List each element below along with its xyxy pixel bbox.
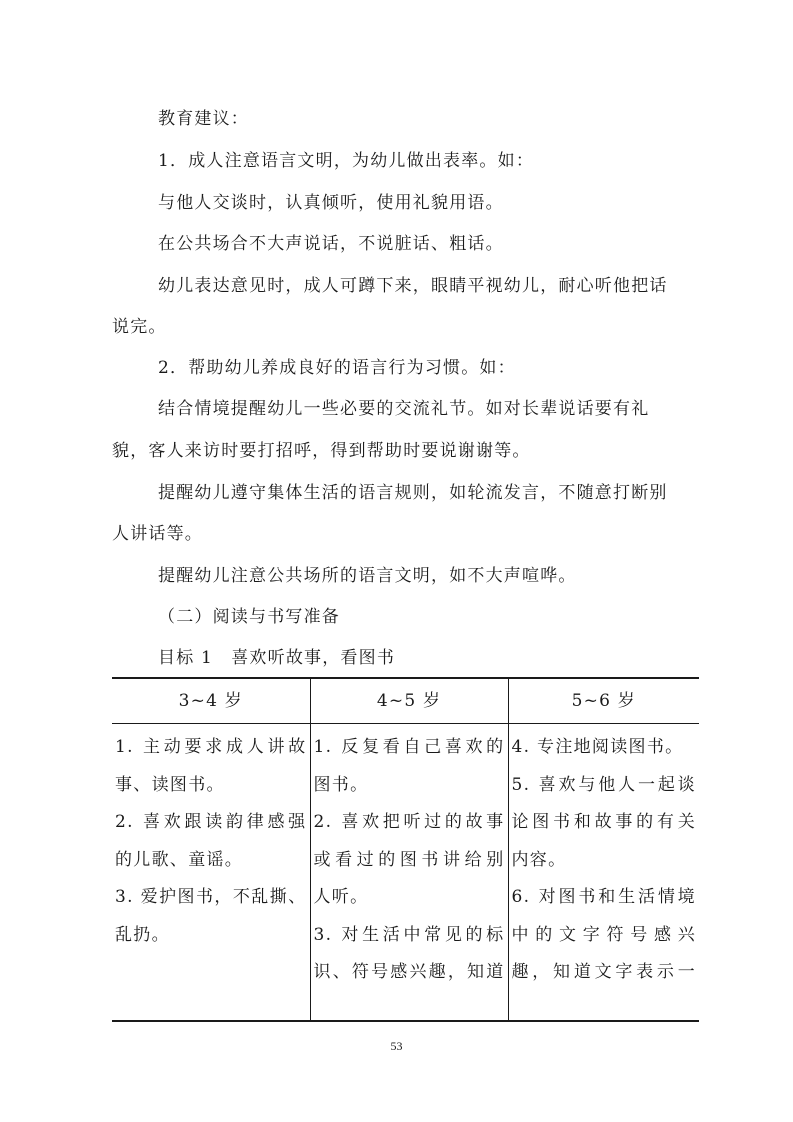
cell-line: 趣，知道文字表示一	[511, 962, 696, 982]
advice-line-11: 提醒幼儿注意公共场所的语言文明，如不大声喧哗。	[158, 566, 577, 586]
cell-line: 的儿歌、童谣。	[115, 849, 244, 870]
cell-line: 事、读图书。	[115, 774, 225, 795]
advice-line-10: 人讲话等。	[112, 524, 203, 544]
goal-title: 目标 1 喜欢听故事，看图书	[158, 648, 396, 668]
cell-line: 6. 对图书和生活情境	[511, 887, 696, 907]
column-age-5-6	[508, 724, 699, 1022]
cell-line: 图书。	[313, 774, 369, 795]
age-goals-table	[112, 677, 699, 1022]
cell-line: 4. 专注地阅读图书。	[511, 737, 684, 757]
cell-line: 人听。	[313, 887, 369, 907]
advice-line-4: 幼儿表达意见时，成人可蹲下来，眼睛平视幼儿，耐心听他把话	[158, 276, 668, 296]
cell-line: 3. 对生活中常见的标	[313, 924, 505, 945]
advice-line-6: 2．帮助幼儿养成良好的语言行为习惯。如：	[158, 358, 516, 378]
page-number: 53	[390, 1039, 403, 1053]
cell-line: 论图书和故事的有关	[511, 812, 696, 832]
cell-line: 1. 主动要求成人讲故	[115, 737, 307, 757]
advice-line-9: 提醒幼儿遵守集体生活的语言规则，如轮流发言，不随意打断别	[158, 483, 668, 503]
cell-line: 或看过的图书讲给别	[313, 849, 505, 870]
cell-line: 内容。	[511, 849, 567, 870]
header-age-4-5: 4~5 岁	[310, 678, 508, 724]
column-age-3-4	[112, 724, 310, 1022]
cell-line: 2. 喜欢把听过的故事	[313, 812, 505, 832]
advice-line-3: 在公共场合不大声说话，不说脏话、粗话。	[158, 234, 504, 254]
advice-line-7: 结合情境提醒幼儿一些必要的交流礼节。如对长辈说话要有礼	[158, 399, 650, 419]
cell-line: 乱扔。	[115, 924, 170, 945]
cell-line: 识、符号感兴趣，知道	[313, 962, 505, 982]
cell-line: 5. 喜欢与他人一起谈	[511, 774, 696, 795]
header-age-3-4: 3~4 岁	[112, 678, 310, 724]
advice-line-1: 1．成人注意语言文明，为幼儿做出表率。如：	[158, 151, 535, 171]
cell-line: 1. 反复看自己喜欢的	[313, 737, 505, 757]
section-title: （二）阅读与书写准备	[158, 607, 340, 627]
education-advice-heading: 教育建议：	[158, 109, 249, 129]
cell-line: 2. 喜欢跟读韵律感强	[115, 812, 307, 832]
column-age-4-5	[310, 724, 508, 1022]
cell-line: 3. 爱护图书，不乱撕、	[115, 887, 307, 907]
advice-line-8: 貌，客人来访时要打招呼，得到帮助时要说谢谢等。	[112, 441, 531, 461]
advice-line-2: 与他人交谈时，认真倾听，使用礼貌用语。	[158, 193, 504, 213]
advice-line-5: 说完。	[112, 317, 167, 337]
header-age-5-6: 5~6 岁	[508, 678, 699, 724]
cell-line: 中的文字符号感兴	[511, 924, 696, 945]
